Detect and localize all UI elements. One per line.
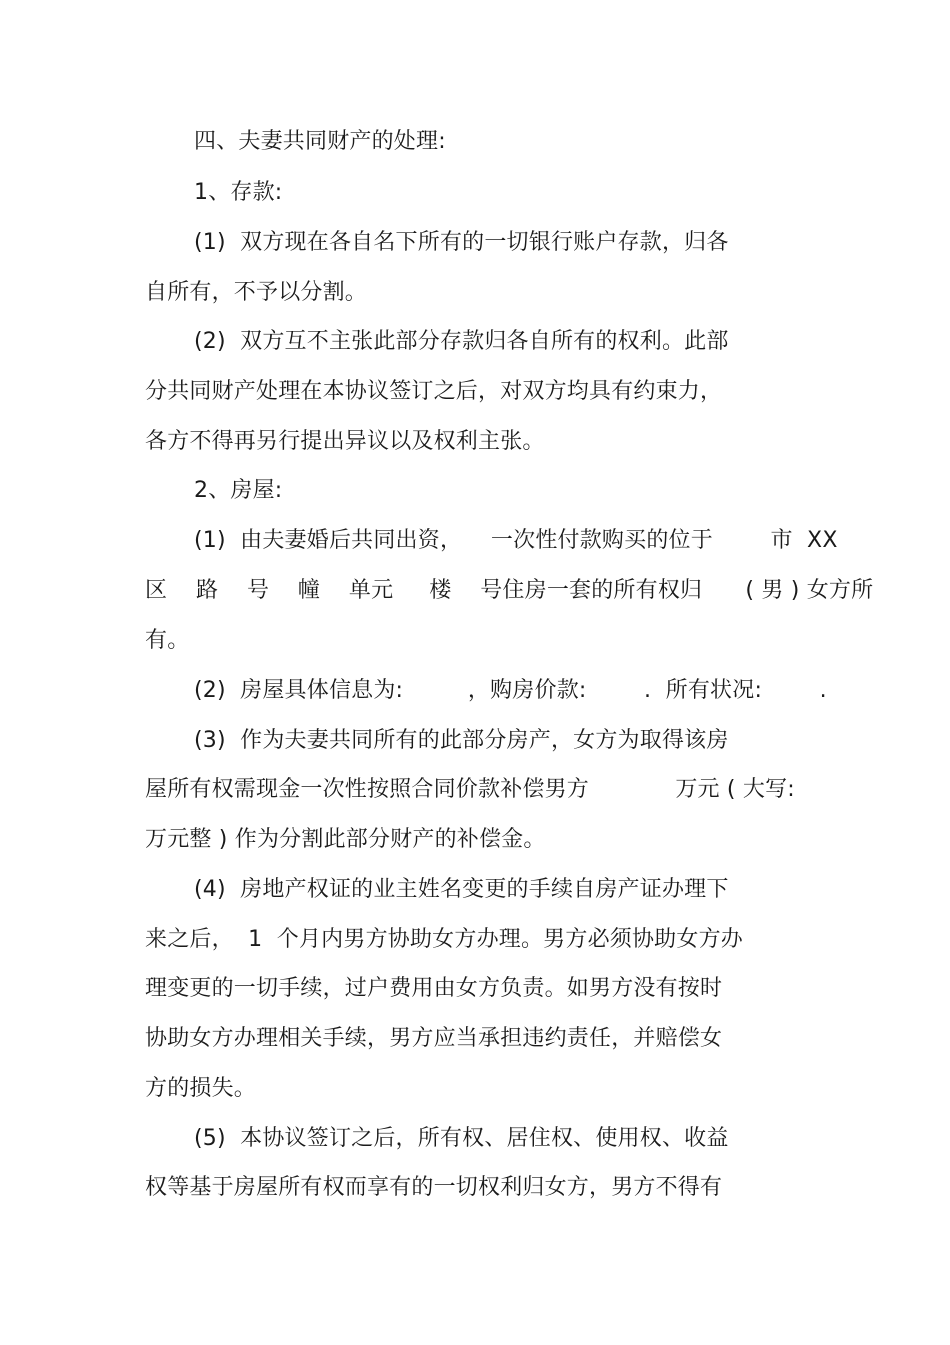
paragraph-line: 屋所有权需现金一次性按照合同价款补偿男方 万元 ( 大写: — [145, 777, 795, 802]
paragraph-line: (5) 本协议签订之后，所有权、居住权、使用权、收益 — [194, 1126, 729, 1151]
section-heading-joint-property: 四、夫妻共同财产的处理: — [194, 129, 446, 154]
paragraph-line: 来之后， 1 个月内男方协助女方办理。男方必须协助女方办 — [145, 927, 743, 952]
paragraph-line: 自所有，不予以分割。 — [145, 280, 368, 305]
paragraph-line: 协助女方办理相关手续，男方应当承担违约责任，并赔偿女 — [145, 1026, 723, 1051]
paragraph-line: 权等基于房屋所有权而享有的一切权利归女方，男方不得有 — [145, 1175, 723, 1200]
paragraph-line: (2) 双方互不主张此部分存款归各自所有的权利。此部 — [194, 329, 729, 354]
subheading-housing: 2、房屋: — [194, 478, 283, 503]
paragraph-line: (2) 房屋具体信息为: ，购房价款: . 所有状况: . — [194, 678, 827, 703]
paragraph-line: (3) 作为夫妻共同所有的此部分房产，女方为取得该房 — [194, 728, 729, 753]
paragraph-line: 分共同财产处理在本协议签订之后，对双方均具有约束力， — [145, 379, 723, 404]
paragraph-line: (4) 房地产权证的业主姓名变更的手续自房产证办理下 — [194, 877, 729, 902]
paragraph-line: 各方不得再另行提出异议以及权利主张。 — [145, 429, 545, 454]
paragraph-line: 万元整 ) 作为分割此部分财产的补偿金。 — [145, 827, 546, 852]
paragraph-line: 区 路 号 幢 单元 楼 号住房一套的所有权归 ( 男 ) 女方所 — [145, 578, 874, 603]
paragraph-line: 方的损失。 — [145, 1076, 257, 1101]
paragraph-line: (1) 由夫妻婚后共同出资， 一次性付款购买的位于 市 XX — [194, 528, 838, 553]
paragraph-line: 理变更的一切手续，过户费用由女方负责。如男方没有按时 — [145, 976, 723, 1001]
paragraph-line: (1) 双方现在各自名下所有的一切银行账户存款，归各 — [194, 230, 729, 255]
paragraph-line: 有。 — [145, 628, 190, 653]
subheading-deposits: 1、存款: — [194, 180, 283, 205]
